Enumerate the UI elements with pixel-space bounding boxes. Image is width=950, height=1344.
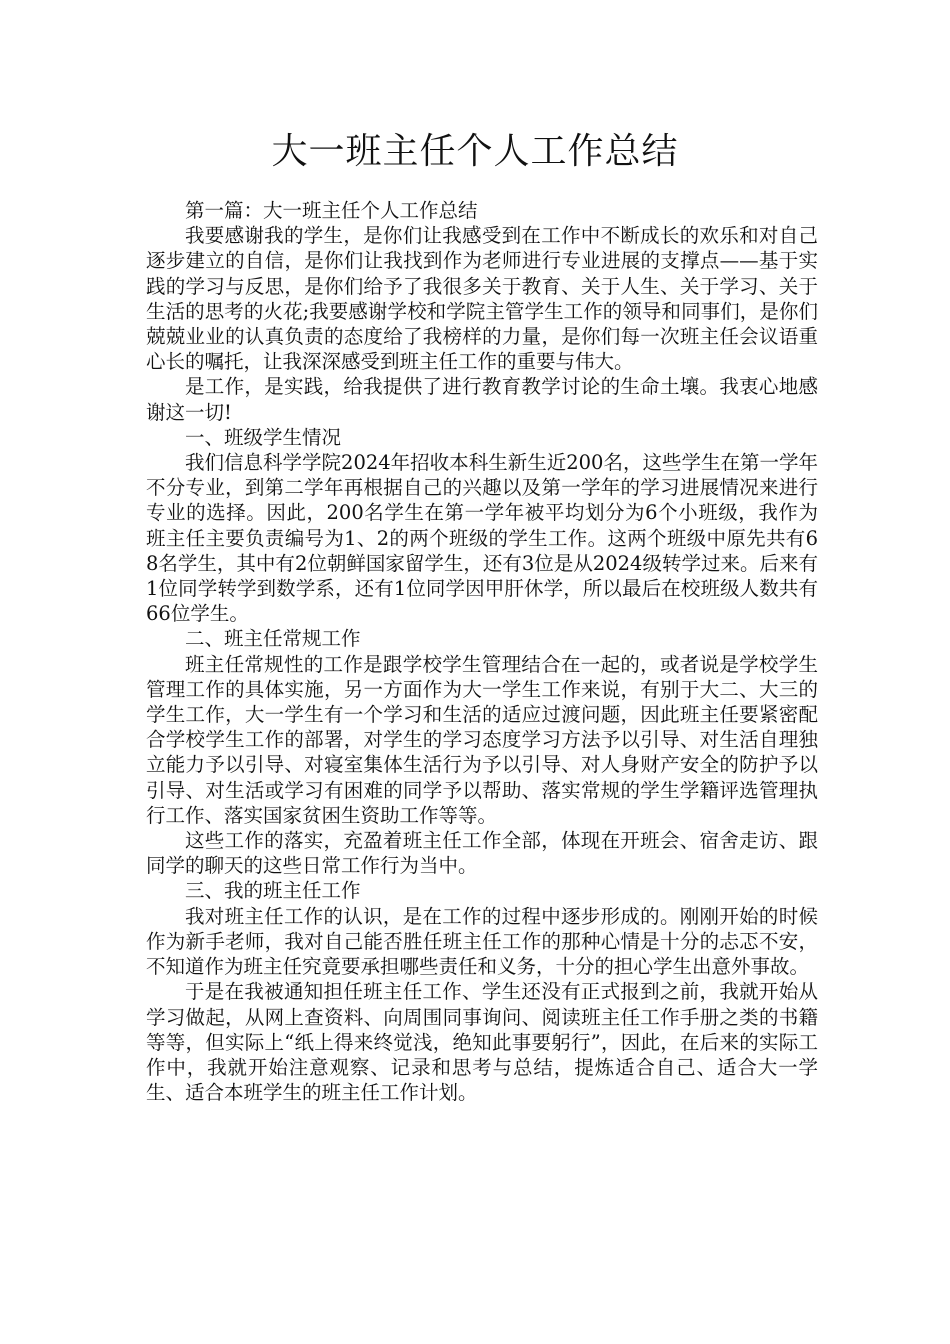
paragraph-my-understanding: 我对班主任工作的认识，是在工作的过程中逐步形成的。刚刚开始的时候作为新手老师，我对自己能否胜任班主任工作的那种心情是十分的忐忑不安，不知道作为班主任究竟要承担哪些责任和义务，十分的担心学生出意外事故。 <box>146 904 818 979</box>
paragraph-class-info: 我们信息科学学院2024年招收本科生新生近200名，这些学生在第一学年不分专业，到第二学年再根据自己的兴趣以及第一学年的学习进展情况来进行专业的选择。因此，200名学生在第一学年被平均划分为6个小班级，我作为班主任主要负责编号为1、2的两个班级的学生工作。这两个班级中原先共有68名学生，其中有2位朝鲜国家留学生，还有3位是从2024级转学过来。后来有1位同学转学到数学系，还有1位同学因甲肝休学，所以最后在校班级人数共有66位学生。 <box>146 451 818 626</box>
paragraph-thanks-students: 我要感谢我的学生，是你们让我感受到在工作中不断成长的欢乐和对自己逐步建立的自信，是你们让我找到作为老师进行专业进展的支撑点——基于实践的学习与反思，是你们给予了我很多关于教育、关于人生、关于学习、关于生活的思考的火花;我要感谢学校和学院主管学生工作的领导和同事们，是你们兢兢业业的认真负责的态度给了我榜样的力量，是你们每一次班主任会议语重心长的嘱托，让我深深感受到班主任工作的重要与伟大。 <box>146 224 818 374</box>
paragraph-routine-practice: 这些工作的落实，充盈着班主任工作全部，体现在开班会、宿舍走访、跟同学的聊天的这些日常工作行为当中。 <box>146 829 818 878</box>
section-heading-routine-work: 二、班主任常规工作 <box>185 627 361 651</box>
document-body <box>146 198 818 1105</box>
section-heading-my-work: 三、我的班主任工作 <box>185 879 361 903</box>
document-title: 大一班主任个人工作总结 <box>271 131 679 172</box>
paragraph-preparation: 于是在我被通知担任班主任工作、学生还没有正式报到之前，我就开始从学习做起，从网上查资料、向周围同事询问、阅读班主任工作手册之类的书籍等等，但实际上“纸上得来终觉浅，绝知此事要躬行”，因此，在后来的实际工作中，我就开始注意观察、记录和思考与总结，提炼适合自己、适合大一学生、适合本班学生的班主任工作计划。 <box>146 980 818 1105</box>
paragraph-routine-work: 班主任常规性的工作是跟学校学生管理结合在一起的，或者说是学校学生管理工作的具体实施，另一方面作为大一学生工作来说，有别于大二、大三的学生工作，大一学生有一个学习和生活的适应过渡问题，因此班主任要紧密配合学校学生工作的部署，对学生的学习态度学习方法予以引导、对生活自理独立能力予以引导、对寝室集体生活行为予以引导、对人身财产安全的防护予以引导、对生活或学习有困难的同学予以帮助、落实常规的学生学籍评选管理执行工作、落实国家贫困生资助工作等等。 <box>146 652 818 827</box>
paragraph-thanks-work: 是工作，是实践，给我提供了进行教育教学讨论的生命土壤。我衷心地感谢这一切! <box>146 375 818 424</box>
article-subtitle: 第一篇：大一班主任个人工作总结 <box>185 199 478 222</box>
section-heading-class-info: 一、班级学生情况 <box>185 425 342 449</box>
